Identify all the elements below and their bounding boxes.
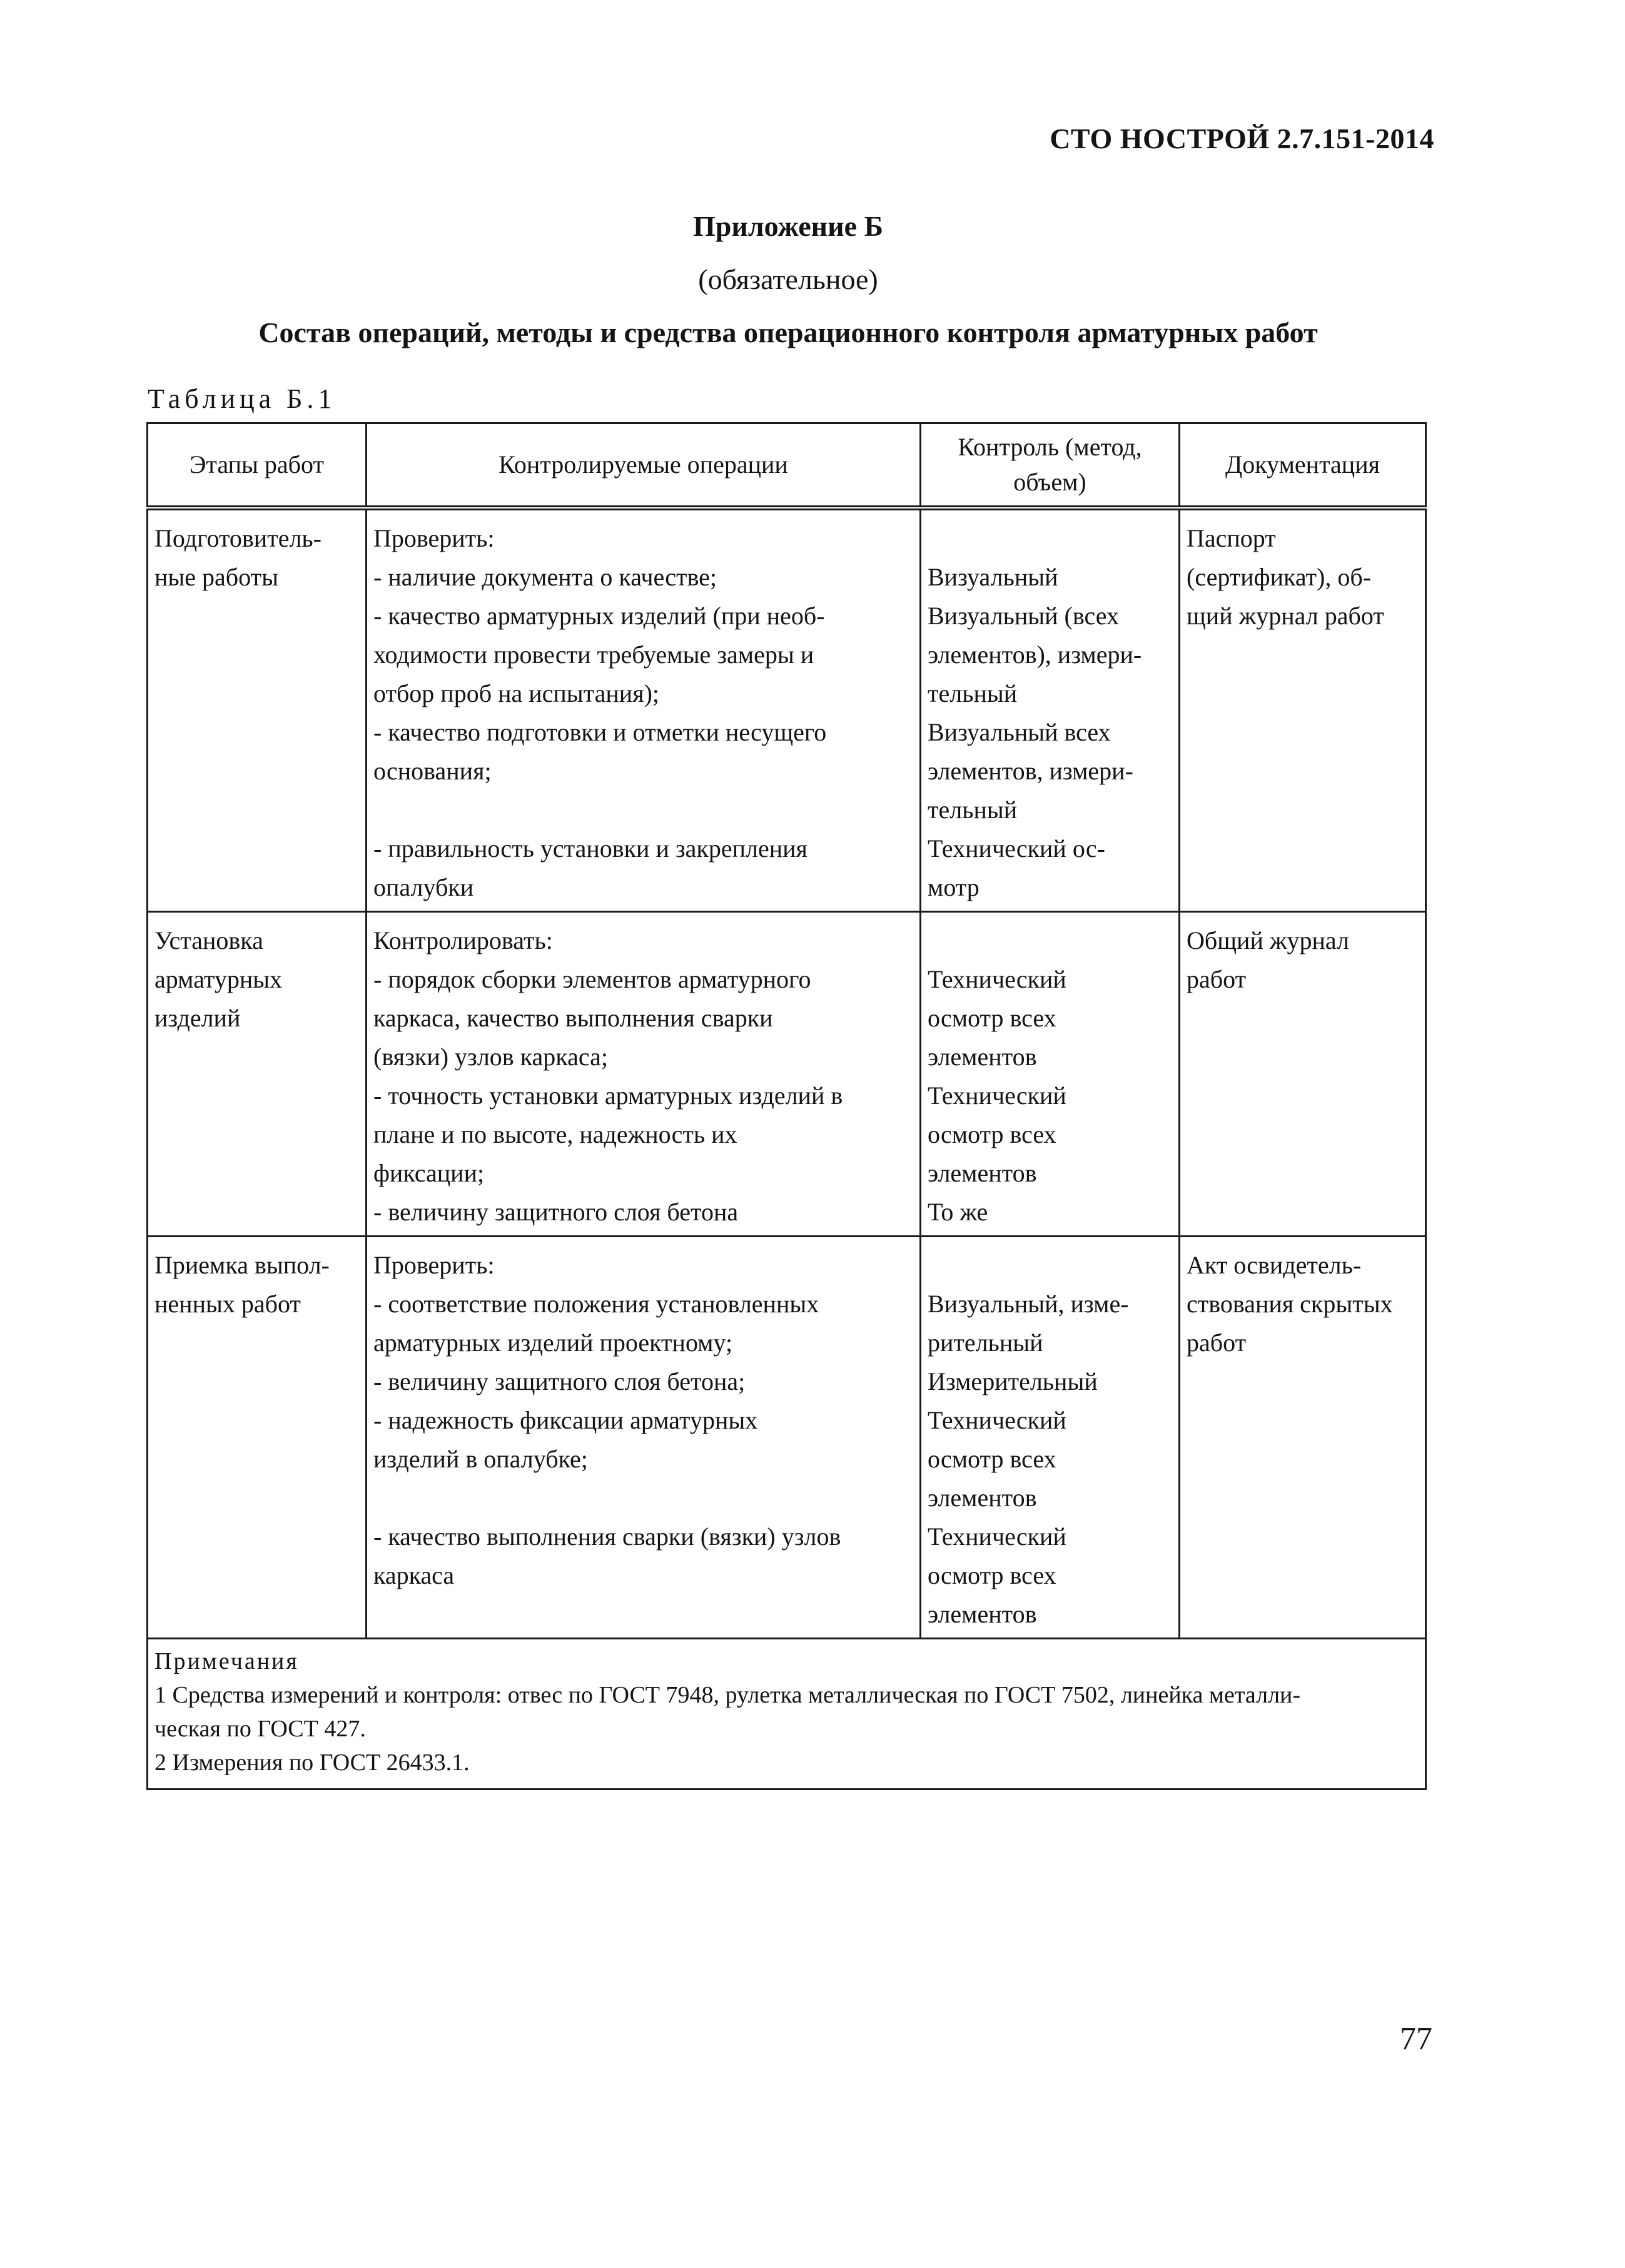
- stage-line: ненных работ: [154, 1290, 301, 1318]
- operations-line: - качество арматурных изделий (при необ-: [373, 602, 825, 630]
- table-body: [148, 508, 1426, 1639]
- control-cell: [921, 1237, 1180, 1639]
- control-line: элементов: [928, 1159, 1037, 1187]
- operations-line: каркаса: [373, 1561, 455, 1589]
- notes-row: [148, 1639, 1426, 1790]
- note-line: 2 Измерения по ГОСТ 26433.1.: [154, 1749, 470, 1776]
- operations-line: изделий в опалубке;: [373, 1445, 588, 1473]
- control-line: осмотр всех: [928, 1120, 1056, 1148]
- stage-line: Установка: [154, 926, 263, 954]
- notes-heading: Примечания: [154, 1648, 299, 1674]
- document-code: СТО НОСТРОЙ 2.7.151-2014: [1050, 123, 1434, 154]
- control-line: [928, 921, 1172, 960]
- documentation-cell: [1180, 1237, 1426, 1639]
- stage-cell: [148, 1237, 367, 1639]
- stage-line: Подготовитель-: [154, 524, 321, 552]
- table-header-row: [148, 423, 1426, 509]
- control-line: Измерительный: [928, 1367, 1098, 1395]
- operations-line: арматурных изделий проектному;: [373, 1329, 733, 1357]
- operations-control-table: [146, 422, 1427, 1790]
- operations-line: - порядок сборки элементов арматурного: [373, 965, 811, 993]
- documentation-line: работ: [1187, 965, 1247, 993]
- control-line: осмотр всех: [928, 1445, 1056, 1473]
- control-line: Технический: [928, 1406, 1066, 1434]
- stage-cell: [148, 508, 367, 912]
- control-line: Визуальный: [928, 563, 1058, 591]
- operations-line: отбор проб на испытания);: [373, 679, 660, 707]
- appendix-title: Приложение Б: [692, 210, 884, 242]
- operations-line: - величину защитного слоя бетона;: [373, 1367, 746, 1395]
- control-line: То же: [928, 1198, 988, 1226]
- documentation-line: работ: [1187, 1329, 1247, 1357]
- note-line: ческая по ГОСТ 427.: [154, 1716, 366, 1742]
- page-number: 77: [1400, 2021, 1432, 2057]
- column-header-stage: Этапы работ: [148, 423, 367, 509]
- operations-line: - наличие документа о качестве;: [373, 563, 717, 591]
- notes-cell: [148, 1639, 1426, 1790]
- control-line: Визуальный всех: [928, 718, 1111, 746]
- operations-cell: [367, 912, 921, 1237]
- section-title: Состав операций, методы и средства операционного контроля арматурных работ: [258, 316, 1318, 348]
- control-line: тельный: [928, 679, 1018, 707]
- operations-line: (вязки) узлов каркаса;: [373, 1043, 608, 1071]
- operations-line: - надежность фиксации арматурных: [373, 1406, 758, 1434]
- control-line: элементов: [928, 1043, 1037, 1071]
- stage-line: изделий: [154, 1004, 241, 1032]
- operations-line: Проверить:: [373, 1251, 495, 1279]
- documentation-line: ствования скрытых: [1187, 1290, 1393, 1318]
- operations-line: - величину защитного слоя бетона: [373, 1198, 739, 1226]
- control-cell: [921, 912, 1180, 1237]
- operations-line: - точность установки арматурных изделий в: [373, 1081, 843, 1110]
- stage-line: арматурных: [154, 965, 283, 993]
- operations-line: - правильность установки и закрепления: [373, 834, 807, 863]
- table-caption: Таблица Б.1: [148, 383, 337, 414]
- stage-line: Приемка выпол-: [154, 1251, 330, 1279]
- control-line: рительный: [928, 1329, 1043, 1357]
- operations-line: ходимости провести требуемые замеры и: [373, 640, 814, 669]
- operations-line: плане и по высоте, надежность их: [373, 1120, 737, 1148]
- control-line: осмотр всех: [928, 1561, 1056, 1589]
- stage-cell: [148, 912, 367, 1237]
- operations-line: [373, 1479, 913, 1517]
- control-line: элементов: [928, 1484, 1037, 1512]
- operations-line: - качество подготовки и отметки несущего: [373, 718, 827, 746]
- operations-line: Контролировать:: [373, 926, 553, 954]
- control-line: Технический: [928, 1522, 1066, 1551]
- control-line: Технический: [928, 965, 1066, 993]
- documentation-cell: [1180, 912, 1426, 1237]
- control-line: мотр: [928, 873, 980, 901]
- operations-line: [373, 791, 913, 829]
- documentation-line: Общий журнал: [1187, 926, 1349, 954]
- control-line: Технический ос-: [928, 834, 1105, 863]
- operations-line: опалубки: [373, 873, 474, 901]
- control-line: [928, 1246, 1172, 1285]
- table-row: [148, 508, 1426, 912]
- control-line: Технический: [928, 1081, 1066, 1110]
- documentation-line: (сертификат), об-: [1187, 563, 1372, 591]
- operations-line: фиксации;: [373, 1159, 485, 1187]
- control-line: Визуальный (всех: [928, 602, 1119, 630]
- control-line: элементов), измери-: [928, 640, 1142, 669]
- appendix-type: (обязательное): [698, 263, 878, 295]
- documentation-line: щий журнал работ: [1187, 602, 1384, 630]
- operations-cell: [367, 1237, 921, 1639]
- column-header-operations: Контролируемые операции: [367, 423, 921, 509]
- documentation-line: Паспорт: [1187, 524, 1276, 552]
- stage-line: ные работы: [154, 563, 278, 591]
- documentation-cell: [1180, 508, 1426, 912]
- control-cell: [921, 508, 1180, 912]
- operations-line: - соответствие положения установленных: [373, 1290, 819, 1318]
- control-line: осмотр всех: [928, 1004, 1056, 1032]
- table-row: [148, 1237, 1426, 1639]
- operations-line: каркаса, качество выполнения сварки: [373, 1004, 773, 1032]
- operations-cell: [367, 508, 921, 912]
- control-line: [928, 519, 1172, 558]
- column-header-control: Контроль (метод, объем): [921, 423, 1180, 509]
- operations-line: основания;: [373, 757, 492, 785]
- operations-line: - качество выполнения сварки (вязки) узлов: [373, 1522, 841, 1551]
- documentation-line: Акт освидетель-: [1187, 1251, 1362, 1279]
- control-line: элементов: [928, 1600, 1037, 1628]
- column-header-documentation: Документация: [1180, 423, 1426, 509]
- control-line: тельный: [928, 796, 1018, 824]
- note-line: 1 Средства измерений и контроля: отвес по ГОСТ 7948, рулетка металлическая по ГОСТ 7502, линейка металли-: [154, 1682, 1301, 1708]
- operations-line: Проверить:: [373, 524, 495, 552]
- table-row: [148, 912, 1426, 1237]
- control-line: Визуальный, изме-: [928, 1290, 1129, 1318]
- control-line: элементов, измери-: [928, 757, 1133, 785]
